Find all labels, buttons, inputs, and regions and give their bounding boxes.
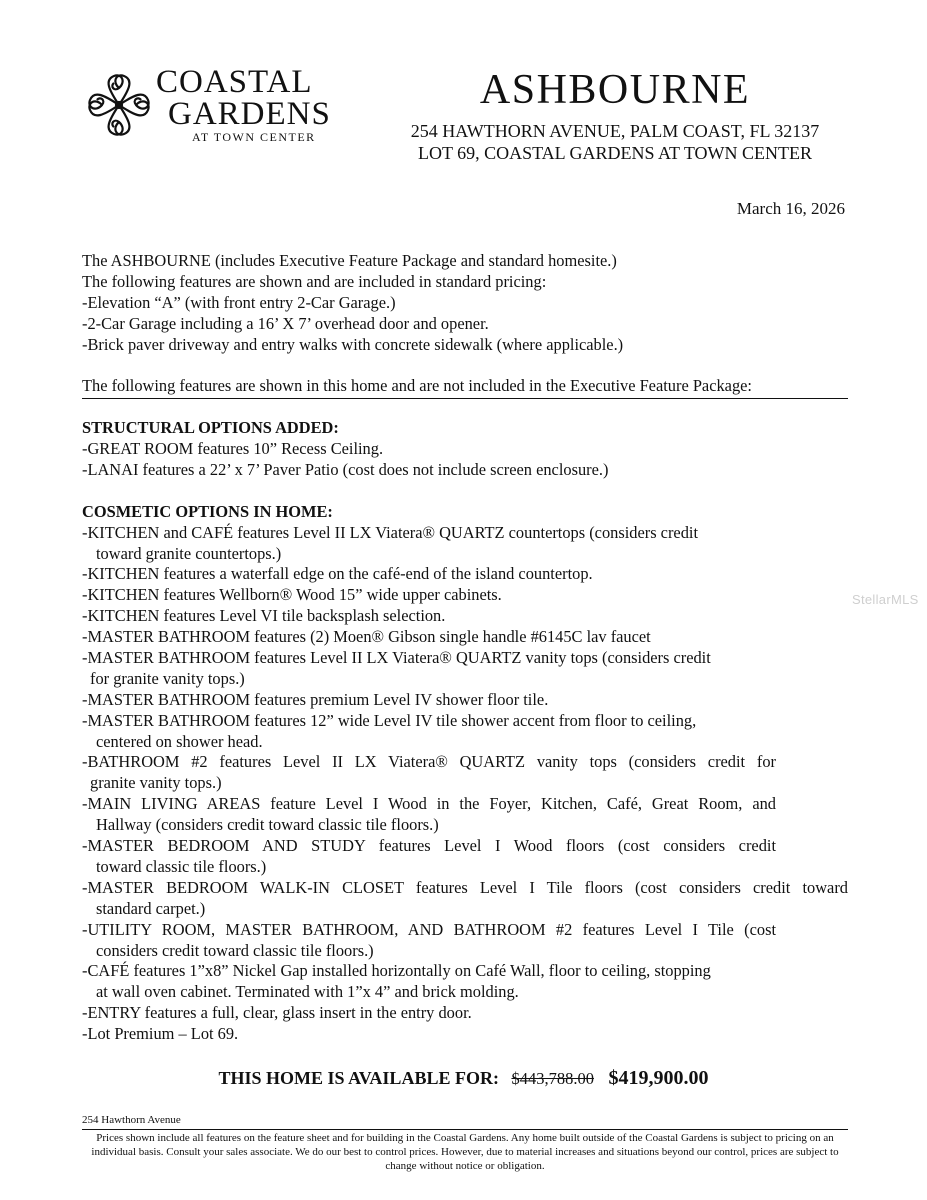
cosmetic-item-continued: centered on shower head. xyxy=(96,731,263,751)
cosmetic-item: -MASTER BATHROOM features premium Level IV shower floor tile. xyxy=(82,689,549,709)
intro-line: The ASHBOURNE (includes Executive Feature Package and standard homesite.) xyxy=(82,251,617,270)
cosmetic-item-continued: toward classic tile floors.) xyxy=(96,856,267,876)
address-line-1: 254 HAWTHORN AVENUE, PALM COAST, FL 32137 xyxy=(410,121,820,141)
cosmetic-item: -KITCHEN features Level VI tile backsplash selection. xyxy=(82,606,446,626)
footer-address: 254 Hawthorn Avenue xyxy=(82,1114,181,1126)
cosmetic-item: -MASTER BATHROOM features 12” wide Level IV tile shower accent from floor to ceiling, xyxy=(82,710,697,730)
cosmetic-item-continued: at wall oven cabinet. Terminated with 1”x 4” and brick molding. xyxy=(96,982,519,1002)
cosmetic-item: -MASTER BATHROOM features (2) Moen® Gibson single handle #6145C lav faucet xyxy=(82,627,651,647)
structural-heading: STRUCTURAL OPTIONS ADDED: xyxy=(82,418,339,438)
document-date: March 16, 2026 xyxy=(736,199,845,218)
intro-line: -Brick paver driveway and entry walks with concrete sidewalk (where applicable.) xyxy=(82,334,624,354)
cosmetic-item-continued: for granite vanity tops.) xyxy=(90,668,245,688)
cosmetic-item: -MASTER BEDROOM AND STUDY features Level I Wood floors (cost considers credit xyxy=(82,836,776,856)
cosmetic-item: -MASTER BATHROOM features Level II LX Viatera® QUARTZ vanity tops (considers credit xyxy=(82,648,711,668)
structural-item: -GREAT ROOM features 10” Recess Ceiling. xyxy=(82,439,384,459)
intro-line: The following features are shown and are included in standard pricing: xyxy=(82,271,547,291)
logo-line-town-center: AT TOWN CENTER xyxy=(192,130,316,144)
original-price: $443,788.00 xyxy=(511,1069,594,1088)
model-title: ASHBOURNE xyxy=(479,67,751,113)
cosmetic-item: -ENTRY features a full, clear, glass insert in the entry door. xyxy=(82,1003,472,1023)
intro-line: -Elevation “A” (with front entry 2-Car Garage.) xyxy=(82,292,396,312)
cosmetic-heading: COSMETIC OPTIONS IN HOME: xyxy=(82,501,333,521)
price-label: THIS HOME IS AVAILABLE FOR: xyxy=(218,1068,499,1088)
cosmetic-item: -MAIN LIVING AREAS feature Level I Wood in the Foyer, Kitchen, Café, Great Room, and xyxy=(82,794,776,814)
ornament-icon xyxy=(84,70,154,140)
logo-line-coastal: COASTAL xyxy=(156,64,313,100)
price-statement xyxy=(0,1066,927,1091)
address-line-2: LOT 69, COASTAL GARDENS AT TOWN CENTER xyxy=(417,143,813,163)
feature-sheet-body xyxy=(82,251,848,1045)
intro-line: -2-Car Garage including a 16’ X 7’ overhead door and opener. xyxy=(82,313,489,333)
cosmetic-item: -BATHROOM #2 features Level II LX Viatera® QUARTZ vanity tops (considers credit for xyxy=(82,752,776,772)
not-included-heading: The following features are shown in this home and are not included in the Executive Feature Package: xyxy=(82,376,752,396)
coastal-gardens-logo xyxy=(84,62,334,152)
cosmetic-item: -CAFÉ features 1”x8” Nickel Gap installed horizontally on Café Wall, floor to ceiling, stopping xyxy=(82,961,711,981)
mls-watermark: StellarMLS xyxy=(852,592,919,607)
footer-divider xyxy=(82,1129,848,1130)
cosmetic-item-continued: toward granite countertops.) xyxy=(96,543,282,563)
cosmetic-item-continued: granite vanity tops.) xyxy=(90,773,222,793)
logo-line-gardens: GARDENS xyxy=(168,96,331,132)
cosmetic-item: -KITCHEN features a waterfall edge on the café-end of the island countertop. xyxy=(82,564,593,584)
cosmetic-item: -KITCHEN and CAFÉ features Level II LX Viatera® QUARTZ countertops (considers credit xyxy=(82,522,698,542)
cosmetic-item: -KITCHEN features Wellborn® Wood 15” wide upper cabinets. xyxy=(82,585,502,605)
cosmetic-item: -MASTER BEDROOM WALK-IN CLOSET features Level I Tile floors (cost considers credit toward xyxy=(82,877,848,897)
sale-price: $419,900.00 xyxy=(608,1067,709,1089)
cosmetic-item-continued: standard carpet.) xyxy=(96,898,206,918)
logo-wordmark xyxy=(156,66,336,144)
cosmetic-item-continued: Hallway (considers credit toward classic tile floors.) xyxy=(96,815,439,835)
cosmetic-item: -Lot Premium – Lot 69. xyxy=(82,1024,239,1044)
cosmetic-item-continued: considers credit toward classic tile floors.) xyxy=(96,940,374,960)
pricing-disclaimer: Prices shown include all features on the feature sheet and for building in the Coastal Gardens. Any home built outside of the Coastal Gardens is subject to pricing on an individual basis. Consult your sales associate. We do our best to control prices. However, due to material increases and situations beyond our control, prices are subject to change without notice or obligation. xyxy=(91,1132,839,1172)
structural-item: -LANAI features a 22’ x 7’ Paver Patio (cost does not include screen enclosure.) xyxy=(82,460,609,480)
cosmetic-item: -UTILITY ROOM, MASTER BATHROOM, AND BATHROOM #2 features Level I Tile (cost xyxy=(82,919,776,939)
